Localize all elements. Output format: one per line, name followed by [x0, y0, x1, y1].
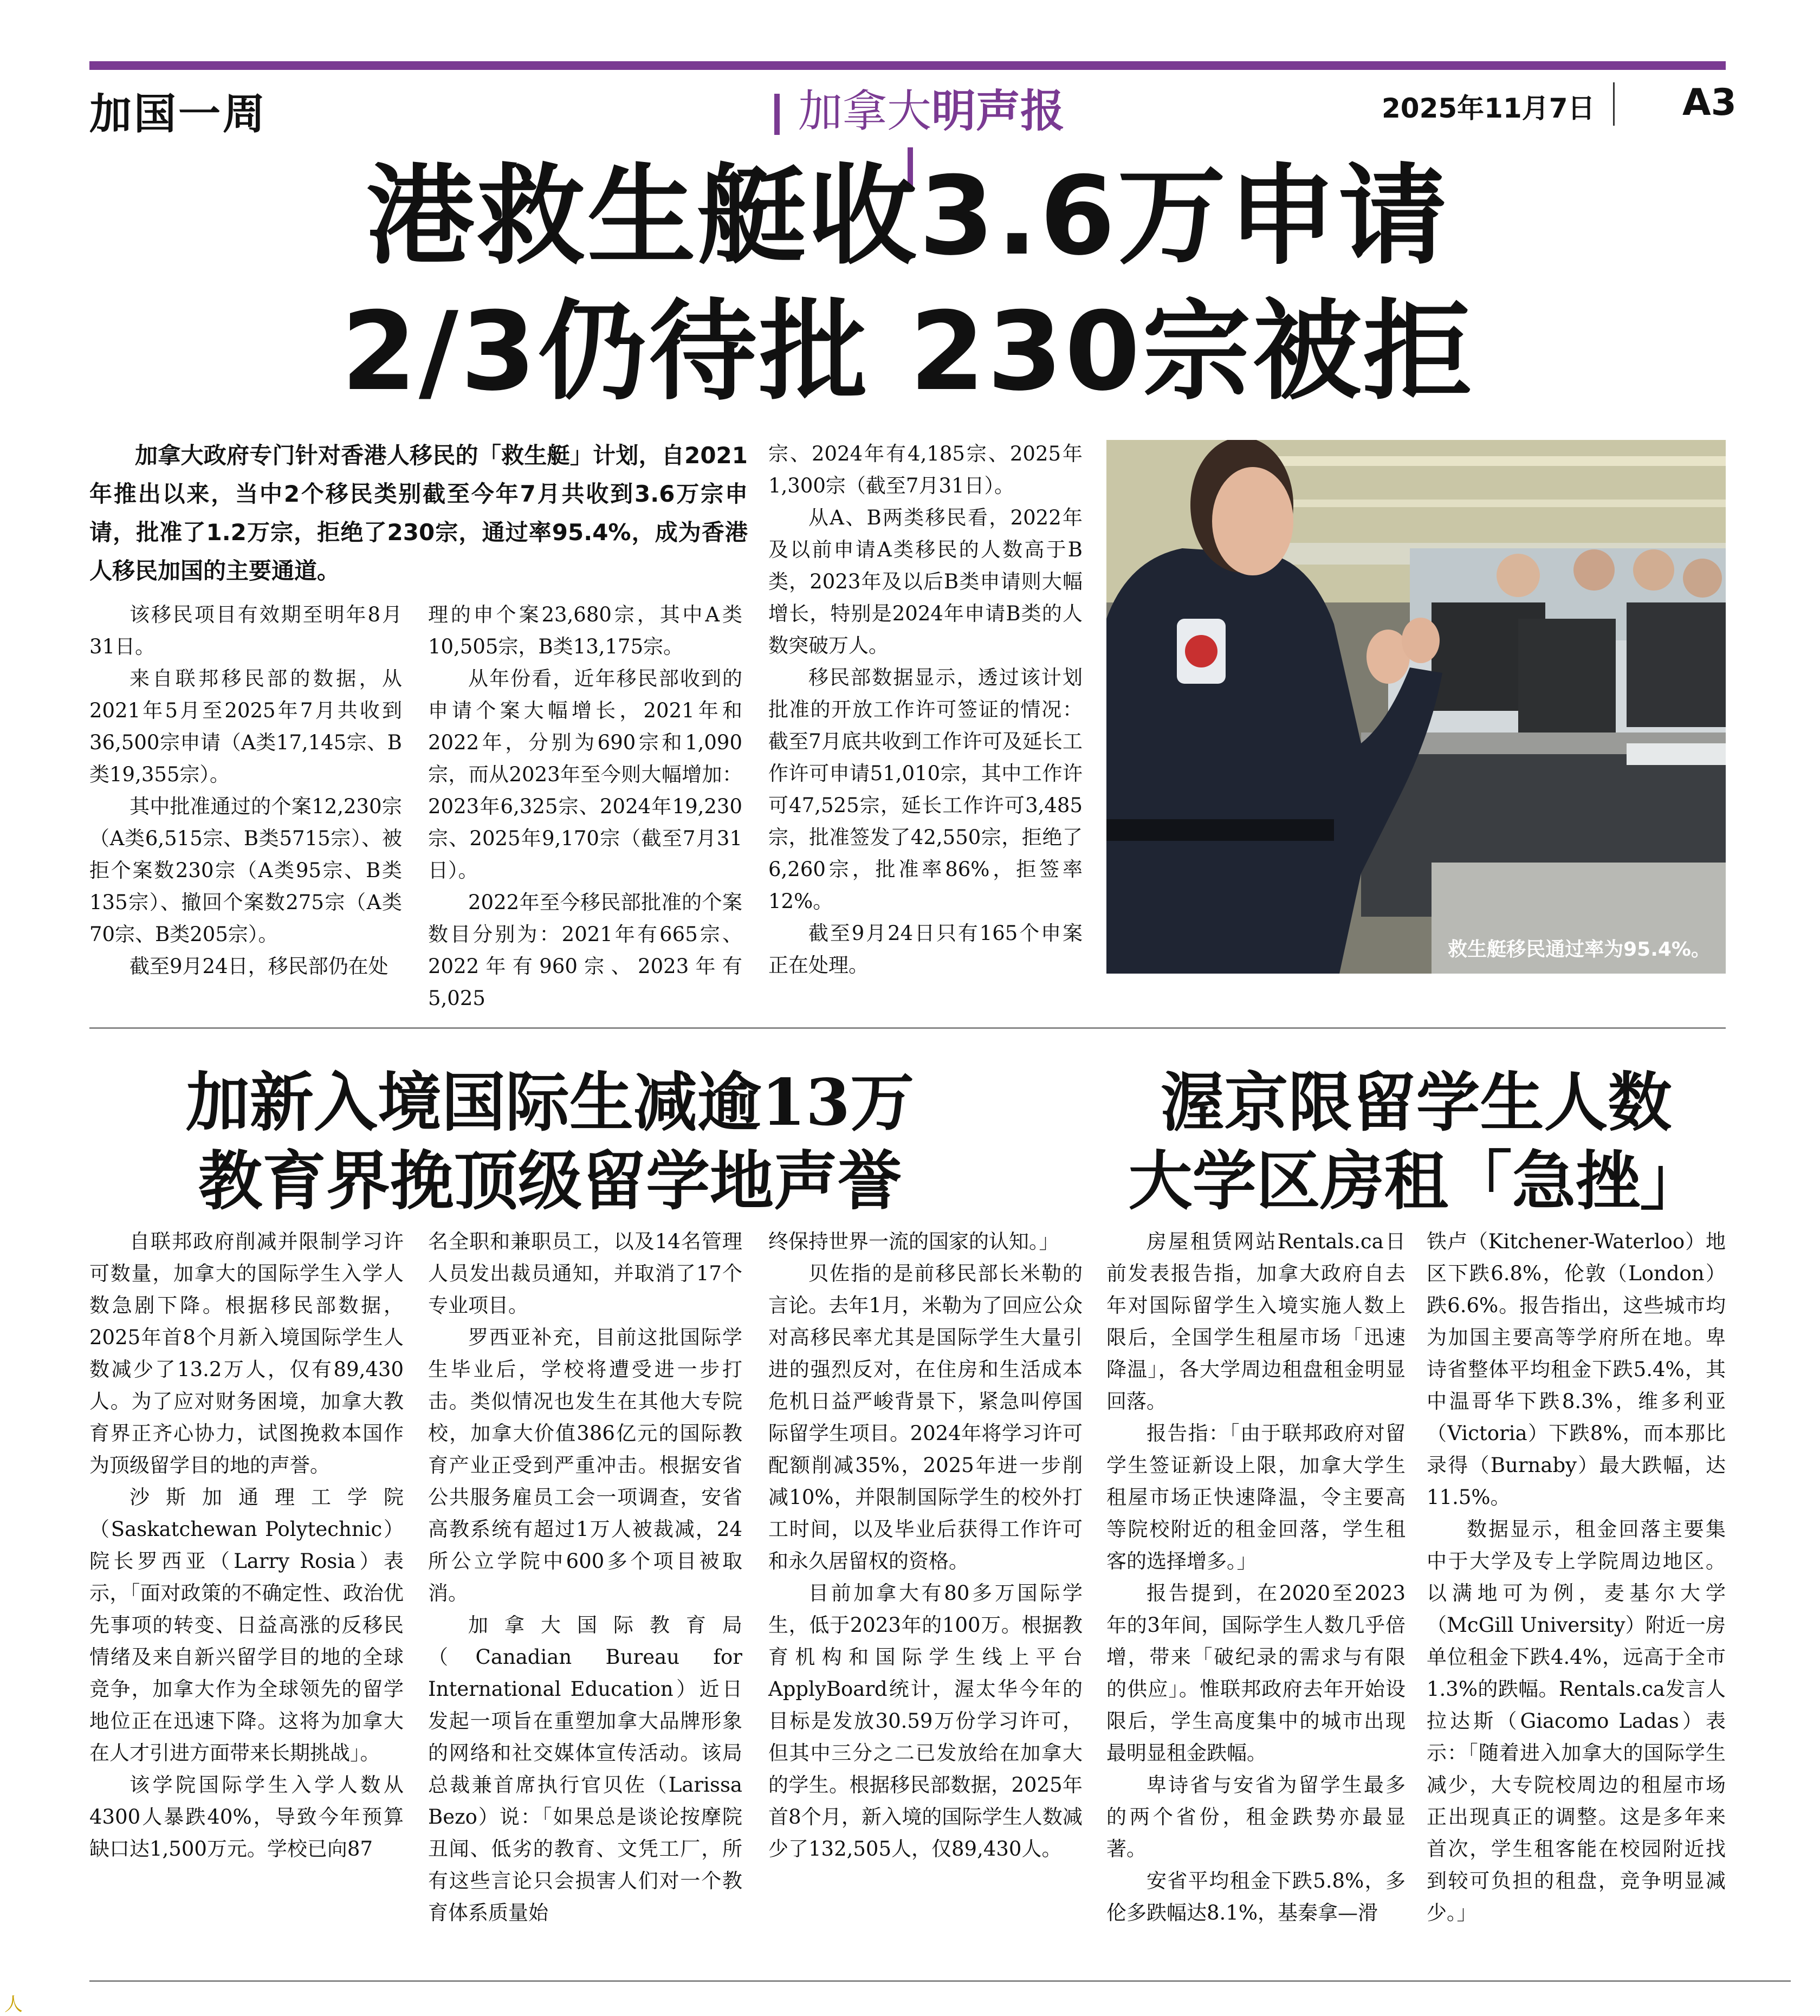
story3-headline-line2: 大学区房租「急挫」: [1128, 1143, 1704, 1218]
story2-headline-line1: 加新入境国际生减逾13万: [185, 1065, 915, 1140]
paragraph: 房屋租赁网站Rentals.ca日前发表报告指，加拿大政府自去年对国际留学生入境实施人数上限后，全国学生租屋市场「迅速降温」，各大学周边租盘租金明显回落。: [1106, 1230, 1406, 1413]
masthead-bar-left: [774, 94, 780, 135]
paragraph: 从A、B两类移民看，2022年及以前申请A类移民的人数高于B类，2023年及以后B类申请则大幅增长，特别是2024年申请B类的人数突破万人。: [768, 506, 1083, 657]
paragraph: 截至9月24日，移民部仍在处: [129, 955, 388, 978]
paragraph: 自联邦政府削减并限制学习许可数量，加拿大的国际学生入学人数急剧下降。根据移民部数据，2025年首8个月新入境国际学生人数减少了13.2万人，仅有89,430人。为了应对财务困境，加拿大教育界正齐心协力，试图挽救本国作为顶级留学目的地的声誉。: [89, 1230, 404, 1477]
paragraph: 从年份看，近年移民部收到的申请个案大幅增长，2021年和2022年，分别为690宗和1,090宗，而从2023年至今则大幅增加：2023年6,325宗、2024年19,230宗、2025年9,170宗（截至7月31日）。: [428, 667, 742, 882]
story1-photo: [1106, 440, 1726, 974]
page-number: A3: [1682, 81, 1737, 124]
section-title: 加国一周: [89, 89, 268, 139]
paragraph-continued: 名全职和兼职员工，以及14名管理人员发出裁员通知，并取消了17个专业项目。: [428, 1230, 742, 1317]
photo-caption: 救生艇移民通过率为95.4%。: [1448, 938, 1711, 961]
officer-at-counter-photo: [1106, 440, 1726, 974]
top-accent-bar: [89, 61, 1726, 70]
paragraph: 报告指：「由于联邦政府对留学生签证新设上限，加拿大学生租屋市场正快速降温，令主要高等院校附近的租金回落，学生租客的选择增多。」: [1106, 1422, 1406, 1573]
corner-mark: 人: [4, 1994, 23, 2015]
paragraph: 贝佐指的是前移民部长米勒的言论。去年1月，米勒为了回应公众对高移民率尤其是国际学生大量引进的强烈反对，在住房和生活成本危机日益严峻背景下，紧急叫停国际留学生项目。2024年将学习许可配额削减35%，2025年进一步削减10%，并限制国际学生的校外打工时间，以及毕业后获得工作许可和永久居留权的资格。: [768, 1262, 1083, 1573]
story1-lead: 加拿大政府专门针对香港人移民的「救生艇」计划，自2021年推出以来，当中2个移民类别截至今年7月共收到3.6万宗申请，批准了1.2万宗，拒绝了230宗，通过率95.4%，成为香港人移民加国的主要通道。: [89, 442, 748, 584]
story2-column-1: [89, 1226, 404, 1865]
story1-column-3: [768, 438, 1083, 981]
paragraph: 目前加拿大有80多万国际学生，低于2023年的100万。根据教育机构和国际学生线上平台ApplyBoard统计，渥太华今年的目标是发放30.59万份学习许可，但其中三分之二已发放给在加拿大的学生。根据移民部数据，2025年首8个月，新入境的国际学生人数减少了132,505人，仅89,430人。: [768, 1581, 1083, 1861]
paragraph: 其中批准通过的个案12,230宗（A类6,515宗、B类5715宗）、被拒个案数230宗（A类95宗、B类135宗）、撤回个案数275宗（A类70宗、B类205宗）。: [89, 795, 402, 946]
header-divider: [1613, 82, 1615, 126]
paragraph: 报告提到，在2020至2023年的3年间，国际学生人数几乎倍增，带来「破纪录的需求与有限的供应」。惟联邦政府去年开始设限后，学生高度集中的城市出现最明显租金跌幅。: [1106, 1581, 1406, 1765]
masthead-prefix: 加拿大: [798, 86, 931, 137]
paragraph: 移民部数据显示，透过该计划批准的开放工作许可签证的情况：截至7月底共收到工作许可及延长工作许可申请51,010宗，其中工作许可47,525宗，延长工作许可3,485宗，批准签发了42,550宗，拒绝了6,260宗，批准率86%，拒签率12%。: [768, 666, 1083, 913]
section-divider: [89, 1027, 1726, 1029]
paragraph: 该移民项目有效期至明年8月31日。: [89, 603, 402, 658]
paragraph: 数据显示，租金回落主要集中于大学及专上学院周边地区。以满地可为例，麦基尔大学（McGill University）附近一房单位租金下跌4.4%，远高于全市1.3%的跌幅。Rentals.ca发言人拉达斯（Giacomo Ladas）表示：「随着进入加拿大的国际学生减少，大专院校周边的租屋市场正出现真正的调整。这是多年来首次，学生租客能在校园附近找到较可负担的租盘，竞争明显减少。」: [1427, 1518, 1726, 1924]
masthead-name: 明声报: [931, 86, 1065, 137]
story2-column-3: [768, 1226, 1083, 1865]
story3-column-2: [1427, 1226, 1726, 1929]
paragraph: 罗西亚补充，目前这批国际学生毕业后，学校将遭受进一步打击。类似情况也发生在其他大专院校，加拿大价值386亿元的国际教育产业正受到严重冲击。根据安省公共服务雇员工会一项调查，安省高教系统有超过1万人被裁减，24所公立学院中600多个项目被取消。: [428, 1326, 742, 1605]
story3-column-1: [1106, 1226, 1406, 1929]
paragraph: 卑诗省与安省为留学生最多的两个省份，租金跌势亦最显著。: [1106, 1773, 1406, 1861]
issue-date: 2025年11月7日: [1382, 93, 1595, 124]
story3-headline-line1: 渥京限留学生人数: [1160, 1065, 1672, 1140]
paragraph-continued: 终保持世界一流的国家的认知。」: [768, 1230, 1059, 1253]
paragraph: 来自联邦移民部的数据，从2021年5月至2025年7月共收到36,500宗申请（A类17,145宗、B类19,355宗）。: [89, 667, 402, 786]
bottom-rule: [89, 1980, 1791, 1982]
paragraph: 加拿大国际教育局（Canadian Bureau for International Education）近日发起一项旨在重塑加拿大品牌形象的网络和社交媒体宣传活动。该局总裁兼首席执行官贝佐（Larissa Bezo）说：「如果总是谈论按摩院丑闻、低劣的教育、文凭工厂，所有这些言论只会损害人们对一个教育体系质量始: [428, 1613, 742, 1924]
story1-column-1: [89, 599, 402, 982]
paragraph: 该学院国际学生入学人数从4300人暴跌40%，导致今年预算缺口达1,500万元。学校已向87: [89, 1773, 404, 1861]
story2-headline-line2: 教育界挽顶级留学地声誉: [198, 1143, 902, 1218]
paragraph: 安省平均租金下跌5.8%，多伦多跌幅达8.1%，基秦拿—滑: [1106, 1869, 1406, 1924]
story1-headline-line2: 2/3仍待批 230宗被拒: [341, 289, 1474, 415]
story2-column-2: [428, 1226, 742, 1929]
paragraph: 沙斯加通理工学院（Saskatchewan Polytechnic）院长罗西亚（Larry Rosia）表示，「面对政策的不确定性、政治优先事项的转变、日益高涨的反移民情绪及来自新兴留学目的地的全球竞争，加拿大作为全球领先的留学地位正在迅速下降。这将为加拿大在人才引进方面带来长期挑战」。: [89, 1486, 404, 1765]
story1-column-2: [428, 599, 742, 1014]
paragraph-continued: 铁卢（Kitchener-Waterloo）地区下跌6.8%，伦敦（London）跌6.6%。报告指出，这些城市均为加国主要高等学府所在地。卑诗省整体平均租金下跌5.4%，其中温哥华下跌8.3%，维多利亚（Victoria）下跌8%，而本那比录得（Burnaby）最大跌幅，达11.5%。: [1427, 1230, 1726, 1509]
paragraph: 截至9月24日只有165个申案正在处理。: [768, 922, 1083, 977]
paragraph: 2022年至今移民部批准的个案数目分别为：2021年有665宗、2022年有960宗、2023年有5,025: [428, 891, 742, 1010]
paragraph-continued: 理的申个案23,680宗，其中A类10,505宗，B类13,175宗。: [428, 603, 742, 658]
story1-headline-line1: 港救生艇收3.6万申请: [366, 153, 1449, 280]
paragraph-continued: 宗、2024年有4,185宗、2025年1,300宗（截至7月31日）。: [768, 442, 1083, 497]
